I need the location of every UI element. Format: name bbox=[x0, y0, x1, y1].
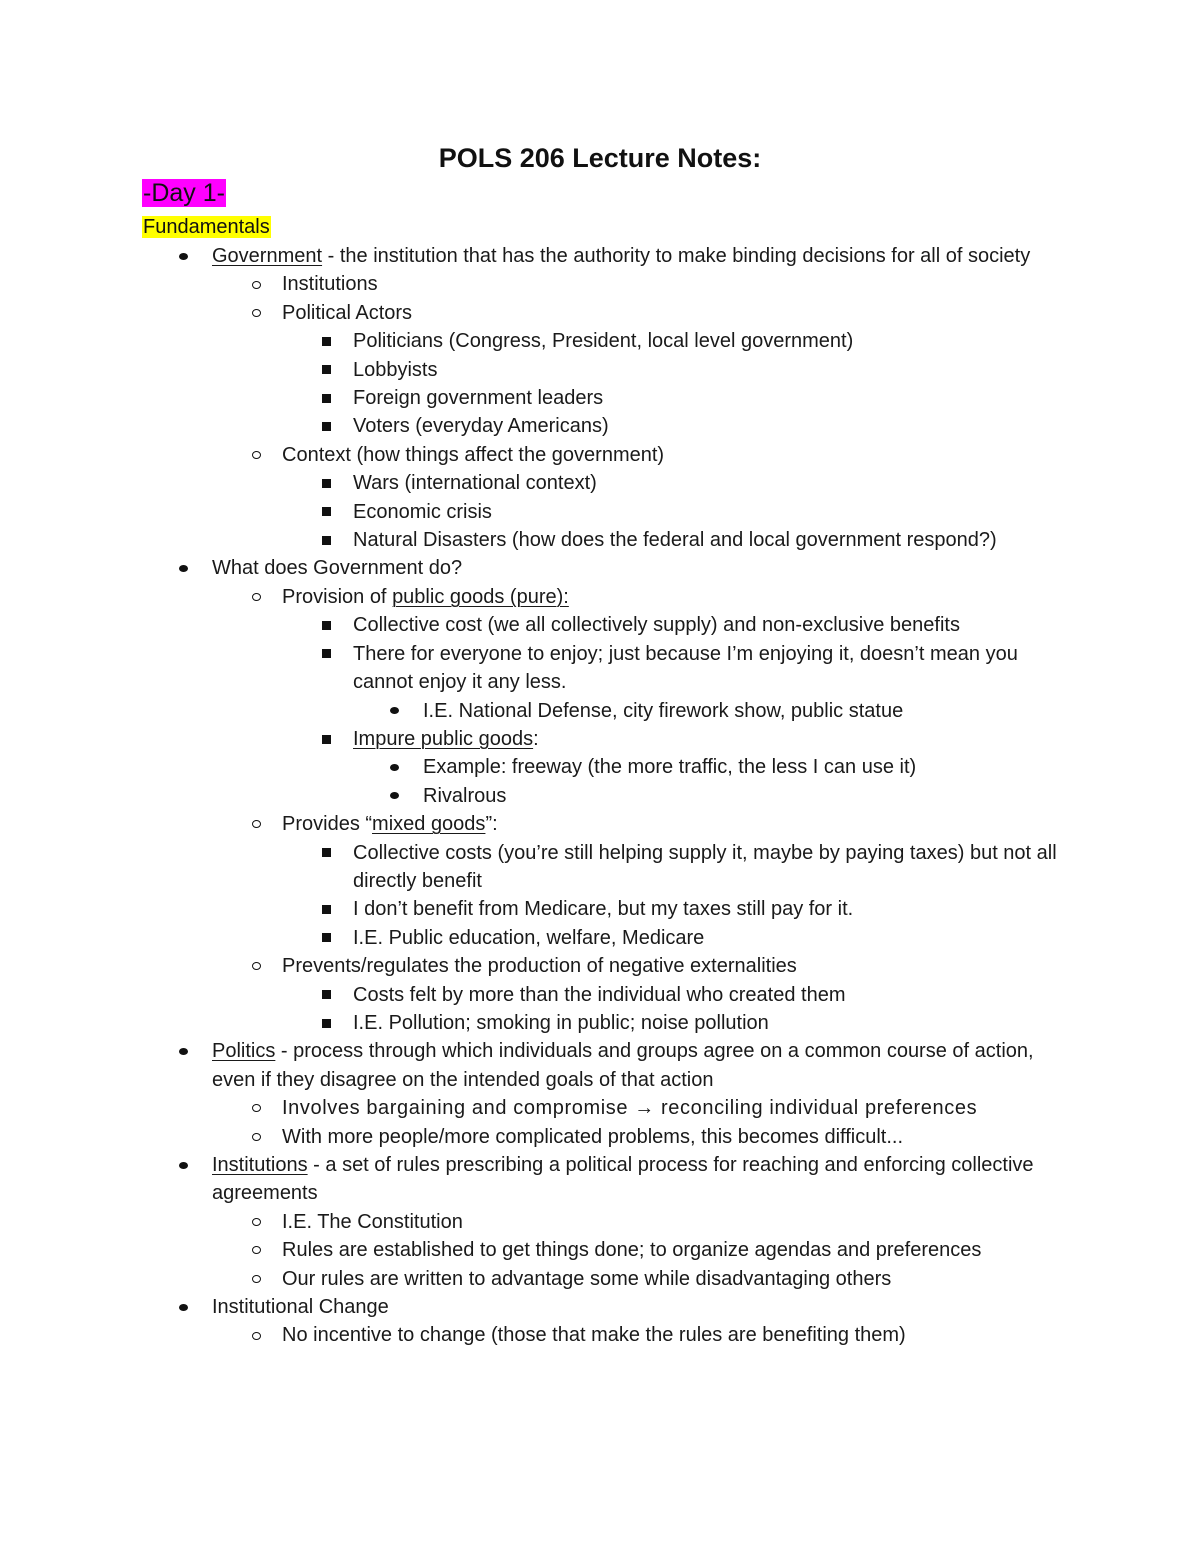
list-item-text: Costs felt by more than the individual who created them bbox=[353, 983, 846, 1006]
circle-bullet-icon bbox=[246, 299, 266, 327]
list-item bbox=[282, 299, 1072, 327]
list-item-text: Economic crisis bbox=[353, 500, 492, 523]
list-item bbox=[353, 640, 1073, 697]
square-bullet-icon bbox=[316, 356, 336, 384]
disc-bullet-icon bbox=[173, 1293, 193, 1321]
square-bullet-icon bbox=[316, 895, 336, 923]
list-item-text: I don’t benefit from Medicare, but my taxes still pay for it. bbox=[353, 898, 854, 921]
list-item-text: With more people/more complicated problems, this becomes difficult... bbox=[282, 1125, 904, 1148]
list-item bbox=[353, 924, 1073, 952]
term-institutions: Institutions bbox=[212, 1154, 308, 1176]
disc-bullet-icon bbox=[384, 782, 404, 810]
square-bullet-icon bbox=[316, 526, 336, 554]
list-item-text: Institutional Change bbox=[212, 1296, 389, 1319]
day-heading bbox=[142, 177, 226, 209]
list-item-text: There for everyone to enjoy; just because I’m enjoying it, doesn’t mean you cannot enjoy it any less. bbox=[353, 642, 1018, 694]
list-item bbox=[282, 1321, 1072, 1349]
term-impure-public-goods: Impure public goods bbox=[353, 727, 534, 750]
list-item bbox=[282, 952, 1072, 980]
list-item bbox=[353, 839, 1073, 896]
page-title: POLS 206 Lecture Notes: bbox=[438, 143, 762, 173]
list-item bbox=[282, 441, 1072, 469]
list-item-text: Rivalrous bbox=[423, 784, 507, 807]
circle-bullet-icon bbox=[246, 1123, 266, 1151]
list-item bbox=[353, 725, 1073, 753]
list-item-text: Foreign government leaders bbox=[353, 387, 604, 410]
list-item-text: - process through which individuals and groups agree on a common course of action, even if they disagree on the intended goals of that action bbox=[212, 1040, 1034, 1091]
circle-bullet-icon bbox=[246, 810, 266, 838]
term-public-goods: public goods (pure): bbox=[392, 585, 569, 608]
list-item bbox=[282, 270, 1072, 298]
list-item-text: Political Actors bbox=[282, 301, 413, 324]
list-item-text: I.E. Public education, welfare, Medicare bbox=[353, 926, 705, 949]
square-bullet-icon bbox=[316, 981, 336, 1009]
list-item-text: I.E. Pollution; smoking in public; noise pollution bbox=[353, 1011, 769, 1034]
square-bullet-icon bbox=[316, 640, 336, 668]
square-bullet-icon bbox=[316, 412, 336, 440]
square-bullet-icon bbox=[316, 498, 336, 526]
list-item-text: What does Government do? bbox=[212, 557, 463, 580]
square-bullet-icon bbox=[316, 839, 336, 867]
list-item bbox=[282, 1265, 1072, 1293]
list-item-text: Context (how things affect the government) bbox=[282, 443, 665, 466]
list-item-text: I.E. National Defense, city firework show, public statue bbox=[423, 699, 904, 722]
circle-bullet-icon bbox=[246, 1265, 266, 1293]
list-item-text: I.E. The Constitution bbox=[282, 1210, 463, 1233]
disc-bullet-icon bbox=[173, 242, 193, 270]
day-heading-text: -Day 1- bbox=[143, 179, 225, 207]
list-item-text: Example: freeway (the more traffic, the less I can use it) bbox=[423, 756, 917, 779]
list-item bbox=[423, 697, 1073, 725]
list-item bbox=[353, 356, 1073, 384]
list-item-text: Lobbyists bbox=[353, 358, 438, 381]
list-item bbox=[423, 782, 1073, 810]
list-item-text: - a set of rules prescribing a political process for reaching and enforcing collective agreements bbox=[212, 1154, 1034, 1205]
list-item bbox=[353, 526, 1073, 554]
notes-list bbox=[0, 242, 1200, 1350]
list-item bbox=[353, 895, 1073, 923]
square-bullet-icon bbox=[316, 327, 336, 355]
list-item bbox=[212, 554, 1062, 582]
list-item bbox=[282, 810, 1072, 838]
list-item bbox=[282, 1236, 1072, 1264]
term-politics: Politics bbox=[212, 1040, 276, 1063]
list-item bbox=[353, 412, 1073, 440]
square-bullet-icon bbox=[316, 384, 336, 412]
list-item-text: Collective cost (we all collectively supply) and non-exclusive benefits bbox=[353, 614, 960, 637]
list-item bbox=[282, 583, 1072, 611]
section-heading-text: Fundamentals bbox=[143, 216, 270, 238]
list-item-text: No incentive to change (those that make the rules are benefiting them) bbox=[282, 1324, 906, 1347]
list-item bbox=[353, 384, 1073, 412]
square-bullet-icon bbox=[316, 611, 336, 639]
list-item bbox=[212, 242, 1062, 270]
list-item-text: - the institution that has the authority to make binding decisions for all of society bbox=[322, 245, 1031, 267]
circle-bullet-icon bbox=[246, 270, 266, 298]
list-item-prefix: Provides “ bbox=[282, 813, 373, 836]
list-item-text: Voters (everyday Americans) bbox=[353, 415, 609, 438]
list-item bbox=[353, 498, 1073, 526]
list-item bbox=[353, 611, 1073, 639]
square-bullet-icon bbox=[316, 1009, 336, 1037]
circle-bullet-icon bbox=[246, 952, 266, 980]
list-item bbox=[353, 327, 1073, 355]
list-item-text: Involves bargaining and compromise → reconciling individual preferences bbox=[282, 1097, 978, 1120]
list-item-text: Collective costs (you’re still helping supply it, maybe by paying taxes) but not all directly benefit bbox=[353, 841, 1057, 892]
list-item bbox=[423, 753, 1073, 781]
disc-bullet-icon bbox=[384, 697, 404, 725]
disc-bullet-icon bbox=[173, 1151, 193, 1179]
list-item bbox=[212, 1037, 1062, 1094]
list-item bbox=[353, 981, 1073, 1009]
list-item-text: : bbox=[533, 727, 539, 750]
circle-bullet-icon bbox=[246, 1321, 266, 1349]
list-item bbox=[282, 1094, 1072, 1122]
section-heading bbox=[142, 213, 271, 241]
list-item bbox=[282, 1208, 1072, 1236]
list-item-text: Wars (international context) bbox=[353, 472, 597, 495]
list-item-text: Prevents/regulates the production of negative externalities bbox=[282, 955, 797, 978]
list-item-text: Natural Disasters (how does the federal and local government respond?) bbox=[353, 529, 997, 552]
square-bullet-icon bbox=[316, 725, 336, 753]
list-item-text: Our rules are written to advantage some while disadvantaging others bbox=[282, 1267, 892, 1290]
list-item bbox=[212, 1151, 1062, 1208]
term-government: Government bbox=[212, 245, 323, 267]
disc-bullet-icon bbox=[384, 753, 404, 781]
list-item bbox=[282, 1123, 1072, 1151]
circle-bullet-icon bbox=[246, 1236, 266, 1264]
square-bullet-icon bbox=[316, 469, 336, 497]
list-item-text: ”: bbox=[485, 813, 498, 836]
list-item-text: Politicians (Congress, President, local level government) bbox=[353, 330, 854, 353]
square-bullet-icon bbox=[316, 924, 336, 952]
disc-bullet-icon bbox=[173, 554, 193, 582]
list-item-text: Institutions bbox=[282, 273, 378, 296]
list-item bbox=[353, 1009, 1073, 1037]
circle-bullet-icon bbox=[246, 1208, 266, 1236]
circle-bullet-icon bbox=[246, 1094, 266, 1122]
circle-bullet-icon bbox=[246, 441, 266, 469]
term-mixed-goods: mixed goods bbox=[372, 813, 486, 836]
list-item bbox=[212, 1293, 1062, 1321]
circle-bullet-icon bbox=[246, 583, 266, 611]
disc-bullet-icon bbox=[173, 1037, 193, 1065]
list-item-prefix: Provision of bbox=[282, 585, 393, 608]
list-item-text: Rules are established to get things done; to organize agendas and preferences bbox=[282, 1239, 982, 1262]
list-item bbox=[353, 469, 1073, 497]
